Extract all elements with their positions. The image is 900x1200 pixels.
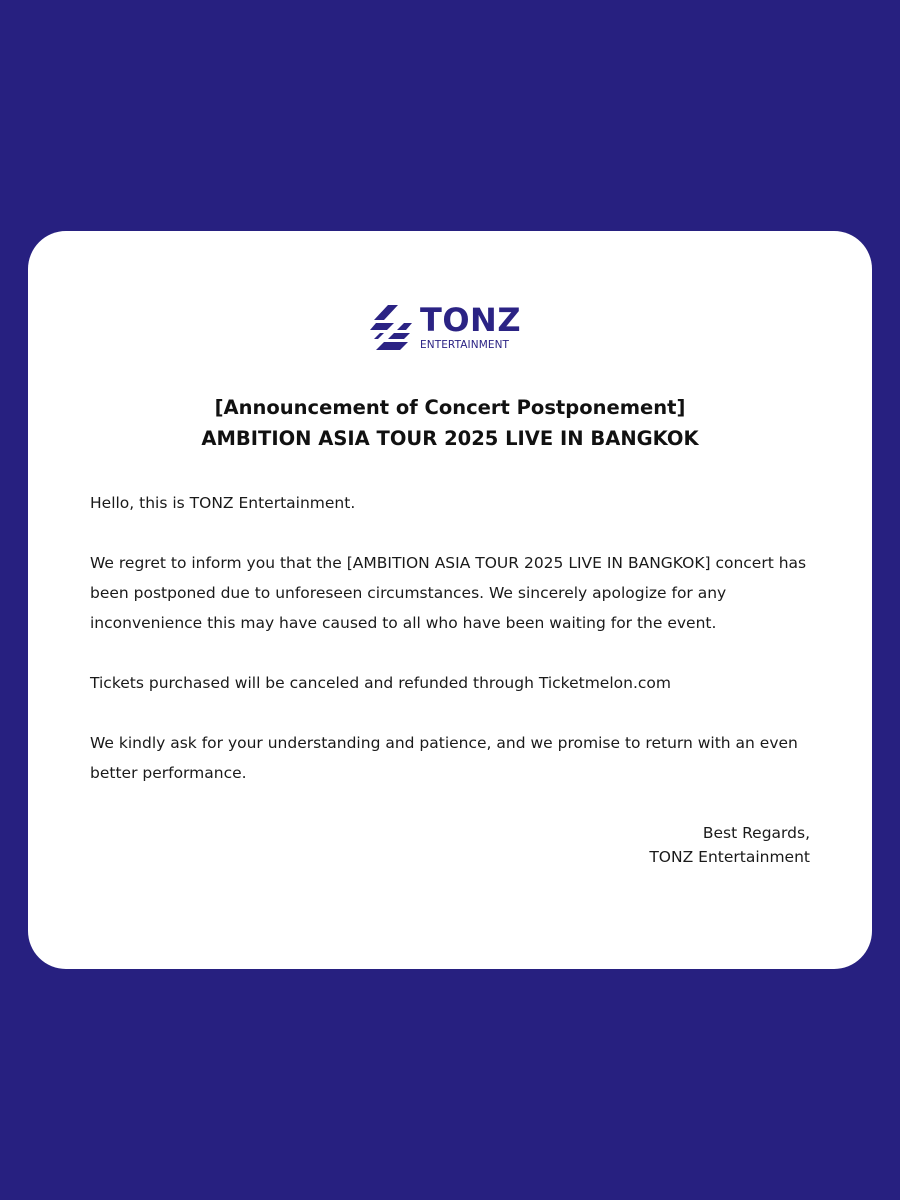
greeting-paragraph: Hello, this is TONZ Entertainment. [90, 494, 356, 512]
closing-paragraph: We kindly ask for your understanding and patience, and we promise to return with an even better performance. [90, 734, 798, 782]
signature-name: TONZ Entertainment [649, 848, 810, 866]
brand-name: TONZ [420, 301, 522, 339]
announcement-title: [Announcement of Concert Postponement] [214, 396, 686, 419]
announcement-card [28, 231, 872, 969]
brand-subtitle: ENTERTAINMENT [420, 339, 510, 351]
signature-closing: Best Regards, [702, 824, 810, 842]
refund-paragraph: Tickets purchased will be canceled and refunded through Ticketmelon.com [90, 674, 671, 692]
tonz-logo-icon [370, 303, 414, 353]
event-title: AMBITION ASIA TOUR 2025 LIVE IN BANGKOK [201, 427, 699, 450]
brand-logo [370, 303, 530, 353]
postponement-paragraph: We regret to inform you that the [AMBITION ASIA TOUR 2025 LIVE IN BANGKOK] concert has been postponed due to unforeseen circumstances. We sincerely apologize for any inconvenience this may have caused to all who have been waiting for the event. [90, 554, 807, 632]
